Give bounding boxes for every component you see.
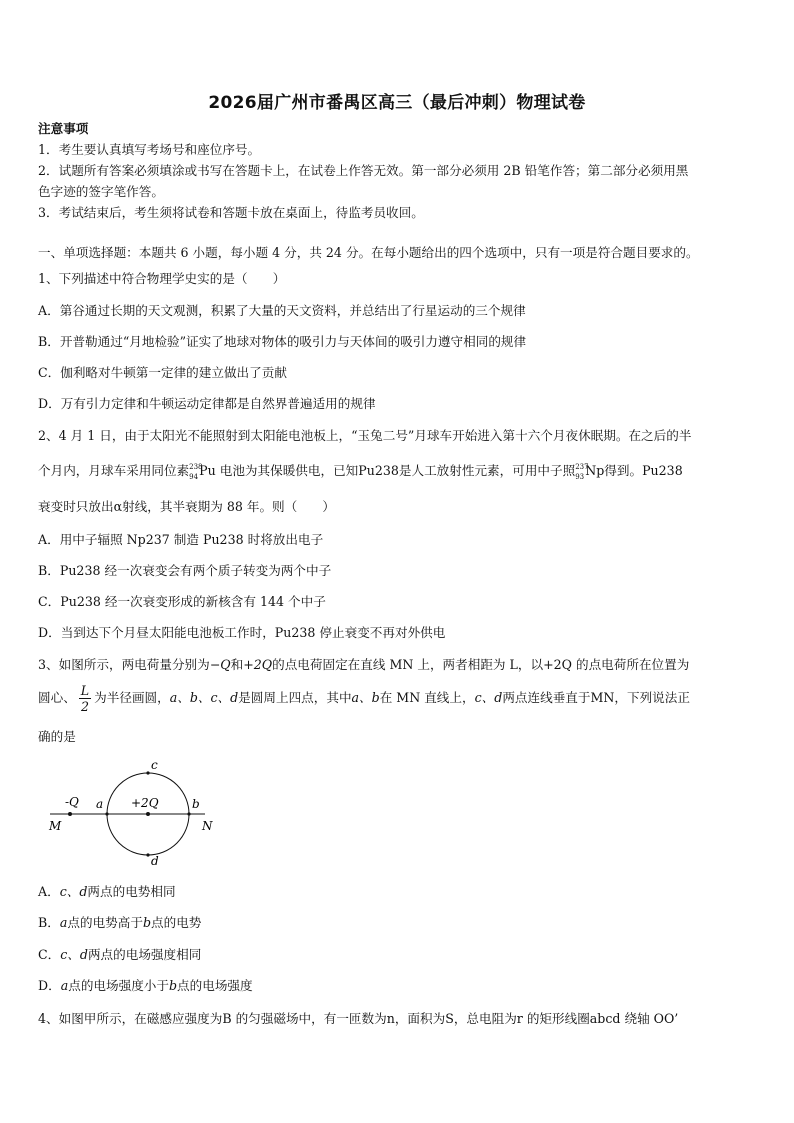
option-symbol: a [60, 978, 69, 993]
label-pos-q: +2Q [131, 796, 159, 810]
question-3-option-b [38, 914, 760, 931]
option-text: 点的电势高于 [67, 915, 143, 930]
charge-negative: −Q [209, 657, 231, 672]
text: 两点连线垂直于MN，下列说法正 [502, 690, 690, 705]
question-3-stem-line1 [38, 656, 760, 673]
label-d: d [151, 854, 159, 868]
question-2-option-a: A．用中子辐照 Np237 制造 Pu238 时将放出电子 [38, 532, 324, 547]
question-1-option-b: B．开普勒通过“月地检验”证实了地球对物体的吸引力与天体间的吸引力遵守相同的规律 [38, 334, 527, 349]
label-m: M [49, 819, 62, 833]
question-2-stem-line1: 2、4 月 1 日，由于太阳光不能照射到太阳能电池板上，“玉兔二号”月球车开始进入第十六个月夜休眠期。在之后的半 [38, 428, 692, 443]
text: 的点电荷固定在直线 MN 上，两者相距为 L，以+2Q 的点电荷所在位置为 [272, 657, 690, 672]
question-3-stem-line2 [38, 682, 760, 714]
text: 电池为其保暖供电，已知Pu238是人工放射性元素，可用中子照 [219, 463, 576, 478]
section-heading: 一、单项选择题：本题共 6 小题，每小题 4 分，共 24 分。在每小题给出的四个选项中，只有一项是符合题目要求的。 [38, 245, 699, 260]
question-2-option-d: D．当到达下个月昼太阳能电池板工作时，Pu238 停止衰变不再对外供电 [38, 625, 446, 640]
point-a-dot [105, 812, 108, 815]
question-3-stem-line3: 确的是 [38, 729, 76, 744]
point-labels: a、b [351, 690, 380, 705]
notice-item: 1．考生要认真填写考场号和座位序号。 [38, 142, 261, 157]
nuclide-pu [189, 463, 203, 481]
element-symbol: Np [585, 463, 605, 478]
point-labels: c、d [474, 690, 503, 705]
option-prefix: A． [38, 884, 60, 899]
point-d-dot [146, 853, 149, 856]
point-b-dot [187, 812, 190, 815]
question-2-option-c: C．Pu238 经一次衰变形成的新核含有 144 个中子 [38, 594, 326, 609]
option-text: 点的电势 [151, 915, 202, 930]
label-n: N [202, 819, 213, 833]
question-4-stem-line1: 4、如图甲所示，在磁感应强度为B 的匀强磁场中，有一匝数为n，面积为S，总电阻为r 的矩形线圈abcd 绕轴 OO’ [38, 1011, 679, 1026]
point-c-dot [146, 771, 149, 774]
atomic-number: 94 [189, 473, 199, 481]
question-2-stem-line3: 衰变时只放出α射线，其半衰期为 88 年。则（ ） [38, 499, 336, 514]
question-2-option-b: B．Pu238 经一次衰变会有两个质子转变为两个中子 [38, 563, 332, 578]
text: 个月内，月球车采用同位素 [38, 463, 190, 478]
question-1-option-c: C．伽利略对牛顿第一定律的建立做出了贡献 [38, 365, 287, 380]
fraction-l-over-2 [79, 683, 91, 714]
notice-item: 色字迹的签字笔作答。 [38, 184, 164, 199]
page-title: 2026届广州市番禺区高三（最后冲刺）物理试卷 [208, 93, 586, 113]
charge-positive: +2Q [243, 657, 273, 672]
option-text: 点的电场强度小于 [68, 978, 169, 993]
text: 3、如图所示，两电荷量分别为 [38, 657, 210, 672]
question-3-option-c [38, 946, 760, 963]
charge-neg-dot [68, 812, 72, 816]
option-symbol: b [168, 978, 178, 993]
mass-number: 237 [575, 463, 589, 471]
numerator: L [80, 683, 90, 698]
option-text: 两点的电场强度相同 [87, 947, 202, 962]
text: 是圆周上四点，其中 [238, 690, 352, 705]
label-b: b [192, 797, 200, 811]
text: 和 [230, 657, 244, 672]
option-symbol: b [142, 915, 151, 930]
question-3-option-d [38, 977, 760, 994]
mass-number: 238 [189, 463, 203, 471]
charge-pos-dot [146, 812, 150, 816]
option-prefix: C． [38, 947, 61, 962]
option-symbol: c、d [60, 947, 88, 962]
question-3-option-a [38, 883, 760, 900]
element-symbol: Pu [199, 463, 216, 478]
label-neg-q: -Q [65, 795, 79, 809]
denominator: 2 [80, 699, 89, 714]
option-symbol: a [59, 915, 68, 930]
option-text: 两点的电势相同 [87, 884, 176, 899]
nuclide-np [575, 463, 589, 481]
option-prefix: B． [38, 915, 60, 930]
text: 圆心、 [38, 690, 76, 705]
atomic-number: 93 [575, 473, 585, 481]
notice-item: 2．试题所有答案必须填涂或书写在答题卡上，在试卷上作答无效。第一部分必须用 2B 铅笔作答；第二部分必须用黑 [38, 163, 689, 178]
point-labels: a、b、c、d [169, 690, 239, 705]
label-c: c [151, 758, 158, 772]
text: 得到。Pu238 [604, 463, 683, 478]
notice-heading: 注意事项 [38, 121, 89, 136]
question-2-stem-line2 [38, 462, 760, 479]
electric-charge-diagram [40, 758, 240, 868]
option-prefix: D． [38, 978, 61, 993]
notice-item: 3．考试结束后，考生须将试卷和答题卡放在桌面上，待监考员收回。 [38, 205, 424, 220]
question-1-option-a: A．第谷通过长期的天文观测，积累了大量的天文资料，并总结出了行星运动的三个规律 [38, 303, 526, 318]
option-symbol: c、d [59, 884, 88, 899]
text: 为半径画圆， [94, 690, 170, 705]
question-1-stem: 1、下列描述中符合物理学史实的是（ ） [38, 271, 286, 286]
question-1-option-d: D．万有引力定律和牛顿运动定律都是自然界普遍适用的规律 [38, 396, 376, 411]
option-text: 点的电场强度 [177, 978, 253, 993]
label-a: a [96, 797, 104, 811]
text: 在 MN 直线上， [379, 690, 475, 705]
